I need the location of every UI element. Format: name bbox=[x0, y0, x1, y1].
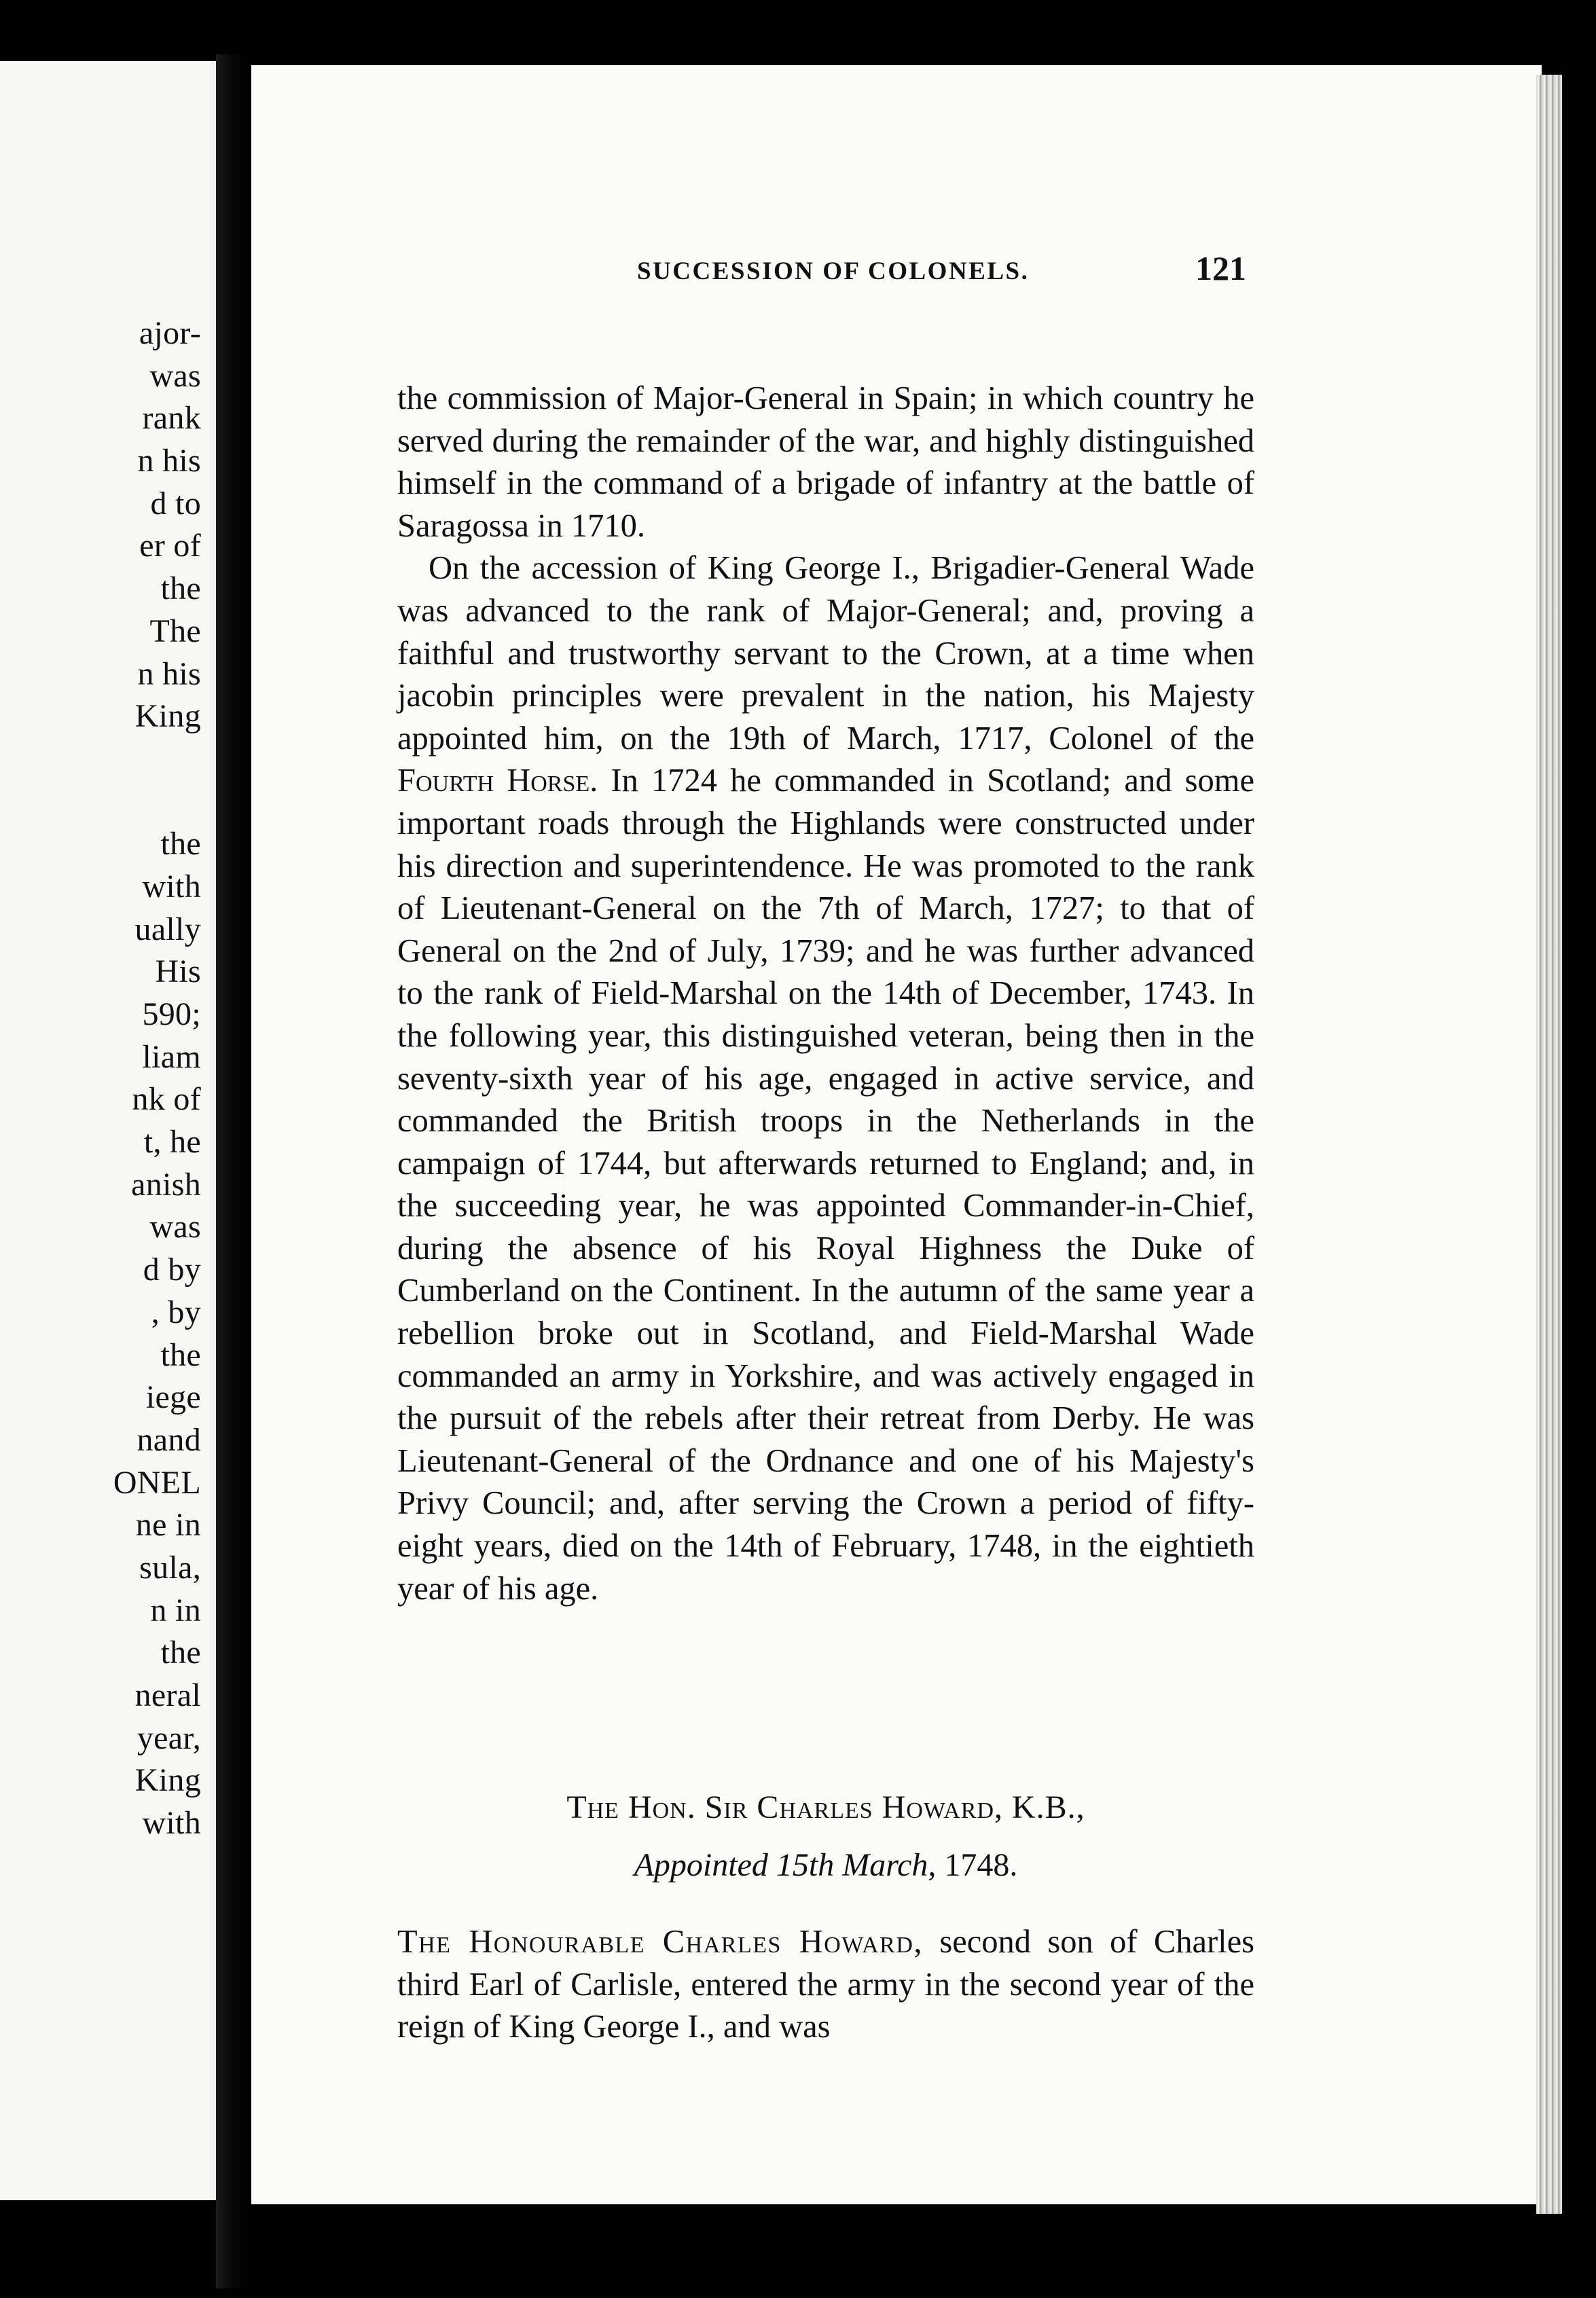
left-fragment bbox=[0, 781, 201, 824]
left-fragment: ne in bbox=[135, 1507, 201, 1544]
page-header bbox=[251, 249, 1542, 296]
left-fragment: neral bbox=[134, 1677, 201, 1713]
left-fragment: liam bbox=[142, 1038, 201, 1075]
left-fragment: His bbox=[155, 953, 201, 990]
left-fragment: the bbox=[160, 1336, 201, 1373]
paragraph bbox=[397, 547, 1254, 1610]
running-title: SUCCESSION OF COLONELS. bbox=[637, 257, 1030, 285]
paragraph-text: second son of Charles third Earl of Carlisle, entered the army in the second year of the reign of King George I., and was bbox=[397, 1924, 1255, 2045]
left-fragment: was bbox=[149, 1209, 201, 1245]
paragraph-text: . In 1724 he commanded in Scotland; and some important roads through the Highlands were constructed under his direction and superintendence. He was promoted to the rank of Lieutenant-General on the 7th of March, 1727; to that of General on the 2nd of July, 1739; and he was further advanced to the rank of Field-Marshal on the 14th of December, 1743. In the following year, this distinguished veteran, being then in the seventy-sixth year of his age, engaged in active service, and commanded the British troops in the Netherlands in the campaign of 1744, but afterwards returned to England; and, in the succeeding year, he was appointed Commander-in-Chief, during the absence of his Royal Highness the Duke of Cumberland on the Continent. In the autumn of the same year a rebellion broke out in Scotland, and Field-Marshal Wade commanded an army in Yorkshire, and was actively engaged in the pursuit of the rebels after their retreat from Derby. He was Lieutenant-General of the Ordnance and one of his Majesty's Privy Council; and, after serving the Crown a period of fifty-eight years, died on the 14th of February, 1748, in the eightieth year of his age. bbox=[397, 763, 1254, 1607]
body-text bbox=[397, 378, 1254, 1610]
left-fragment bbox=[0, 738, 201, 781]
paragraph-text: On the accession of King George I., Brigadier-General Wade was advanced to the rank of Major-General; and, proving a faithful and trustworthy servant to the Crown, at a time when jacobin principles were prevalent in the nation, his Majesty appointed him, on the 19th of March, 1717, Colonel of the bbox=[397, 550, 1254, 756]
left-fragment: The bbox=[149, 613, 201, 649]
left-fragment: the bbox=[160, 1635, 201, 1671]
left-fragment: 590; bbox=[142, 996, 201, 1032]
left-fragment: d by bbox=[143, 1252, 201, 1288]
appointment-line bbox=[397, 1844, 1254, 1886]
left-fragment: anish bbox=[131, 1166, 201, 1203]
left-fragment: with bbox=[142, 1805, 201, 1842]
left-page bbox=[0, 61, 216, 2200]
left-fragment: nand bbox=[137, 1421, 201, 1458]
left-fragment: sula, bbox=[139, 1549, 201, 1586]
left-fragment: d to bbox=[150, 485, 201, 522]
left-fragment: year, bbox=[137, 1719, 201, 1756]
section-heading bbox=[397, 1787, 1254, 1886]
page-edges bbox=[1536, 75, 1562, 2214]
page-number: 121 bbox=[1195, 249, 1246, 287]
section-body bbox=[397, 1921, 1254, 2049]
left-fragment: was bbox=[149, 357, 201, 394]
left-fragment: rank bbox=[142, 400, 201, 437]
left-fragment: with bbox=[142, 868, 201, 905]
left-fragment: n his bbox=[137, 443, 201, 479]
appointment-label: Appointed 15th March, bbox=[634, 1847, 937, 1883]
left-fragment: King bbox=[134, 698, 201, 735]
left-fragment: nk of bbox=[132, 1081, 201, 1118]
appointment-year: 1748. bbox=[944, 1847, 1018, 1883]
left-fragment: ONEL bbox=[113, 1464, 201, 1501]
left-fragment: er of bbox=[139, 528, 201, 564]
left-fragment: t, he bbox=[143, 1124, 201, 1161]
paragraph bbox=[397, 1921, 1254, 2049]
book-gutter bbox=[216, 54, 251, 2288]
left-fragment: ajor- bbox=[139, 315, 201, 351]
left-fragment: n his bbox=[137, 655, 201, 692]
left-fragment: the bbox=[160, 826, 201, 862]
regiment-name: Fourth Horse bbox=[397, 763, 590, 799]
paragraph: the commission of Major-General in Spain; in which country he served during the remainder of the war, and highly distinguished himself in the command of a brigade of infantry at the battle of Saragossa in 1710. bbox=[397, 380, 1254, 544]
left-page-text-fragments bbox=[0, 312, 201, 1845]
left-fragment: the bbox=[160, 570, 201, 607]
page bbox=[251, 65, 1542, 2204]
left-fragment: , by bbox=[151, 1294, 201, 1330]
left-fragment: iege bbox=[145, 1379, 201, 1416]
left-fragment: King bbox=[134, 1762, 201, 1799]
left-fragment: n in bbox=[150, 1592, 201, 1628]
lead-in-caps: The Honourable Charles Howard, bbox=[397, 1924, 924, 1960]
left-fragment: ually bbox=[134, 911, 201, 947]
colonel-name: The Hon. Sir Charles Howard, K.B., bbox=[566, 1789, 1085, 1825]
